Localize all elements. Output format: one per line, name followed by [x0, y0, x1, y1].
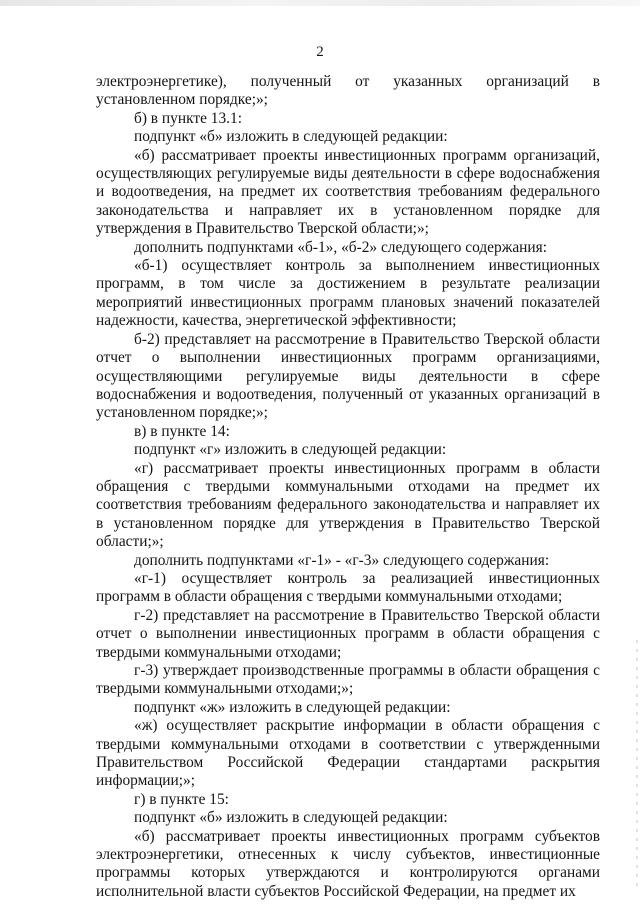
scan-edge-top — [0, 0, 640, 6]
paragraph: дополнить подпунктами «г-1» - «г-3» следующего содержания: — [134, 551, 550, 569]
page-number: 2 — [316, 44, 324, 60]
paragraph: г-2) представляет на рассмотрение в Правительство Тверской области отчет о выполнении инвестиционных программ в области обращения с твердыми коммунальными отходами; — [96, 606, 600, 661]
paragraph: «г-1) осуществляет контроль за реализацией инвестиционных программ в области обращения с твердыми коммунальными отходами; — [96, 569, 600, 606]
paragraph: дополнить подпунктами «б-1», «б-2» следующего содержания: — [134, 238, 548, 256]
document-body — [96, 73, 600, 901]
paragraph-item-v: в) в пункте 14: — [134, 422, 230, 440]
paragraph: б-2) представляет на рассмотрение в Правительство Тверской области отчет о выполнении инвестиционных программ организациями, осуществляющими регулируемые виды деятельности в сфере водоснабжения и водоотведения, полученный от указанных организаций в установленном порядке;»; — [96, 330, 600, 422]
paragraph: «б) рассматривает проекты инвестиционных программ субъектов электроэнергетики, отнесенных к числу субъектов, инвестиционные программы которых утверждаются и контролируются органами исполнительной власти субъектов Российской Федерации, на предмет их — [96, 827, 600, 900]
paragraph-item-g: г) в пункте 15: — [134, 790, 229, 808]
scan-edge-right — [636, 640, 638, 890]
paragraph: подпункт «ж» изложить в следующей редакции: — [134, 698, 451, 716]
paragraph: «г) рассматривает проекты инвестиционных программ в области обращения с твердыми коммунальными отходами на предмет их соответствия требованиям федерального законодательства и направляет их в установленном порядке для утверждения в Правительство Тверской области;»; — [96, 459, 600, 551]
paragraph: «ж) осуществляет раскрытие информации в области обращения с твердыми коммунальными отходами в соответствии с утвержденными Правительством Российской Федерации стандартами раскрытия информации;»; — [96, 717, 600, 790]
paragraph: подпункт «б» изложить в следующей редакции: — [134, 128, 448, 146]
paragraph-continuation: электроэнергетике), полученный от указанных организаций в установленном порядке;»; — [96, 73, 600, 109]
paragraph: «б-1) осуществляет контроль за выполнением инвестиционных программ, в том числе за достижением в результате реализации мероприятий инвестиционных программ плановых значений показателей надежности, качества, энергетической эффективности; — [96, 257, 600, 330]
paragraph-item-b: б) в пункте 13.1: — [134, 109, 242, 127]
paragraph: подпункт «г» изложить в следующей редакции: — [134, 441, 447, 459]
paragraph: подпункт «б» изложить в следующей редакции: — [134, 809, 448, 827]
paragraph: «б) рассматривает проекты инвестиционных программ организаций, осуществляющих регулируемые виды деятельности в сфере водоснабжения и водоотведения, на предмет их соответствия требованиям федерального законодательства и направляет их в установленном порядке для утверждения в Правительство Тверской области;»; — [96, 146, 600, 238]
paragraph: г-3) утверждает производственные программы в области обращения с твердыми коммунальными отходами;»; — [96, 662, 600, 698]
